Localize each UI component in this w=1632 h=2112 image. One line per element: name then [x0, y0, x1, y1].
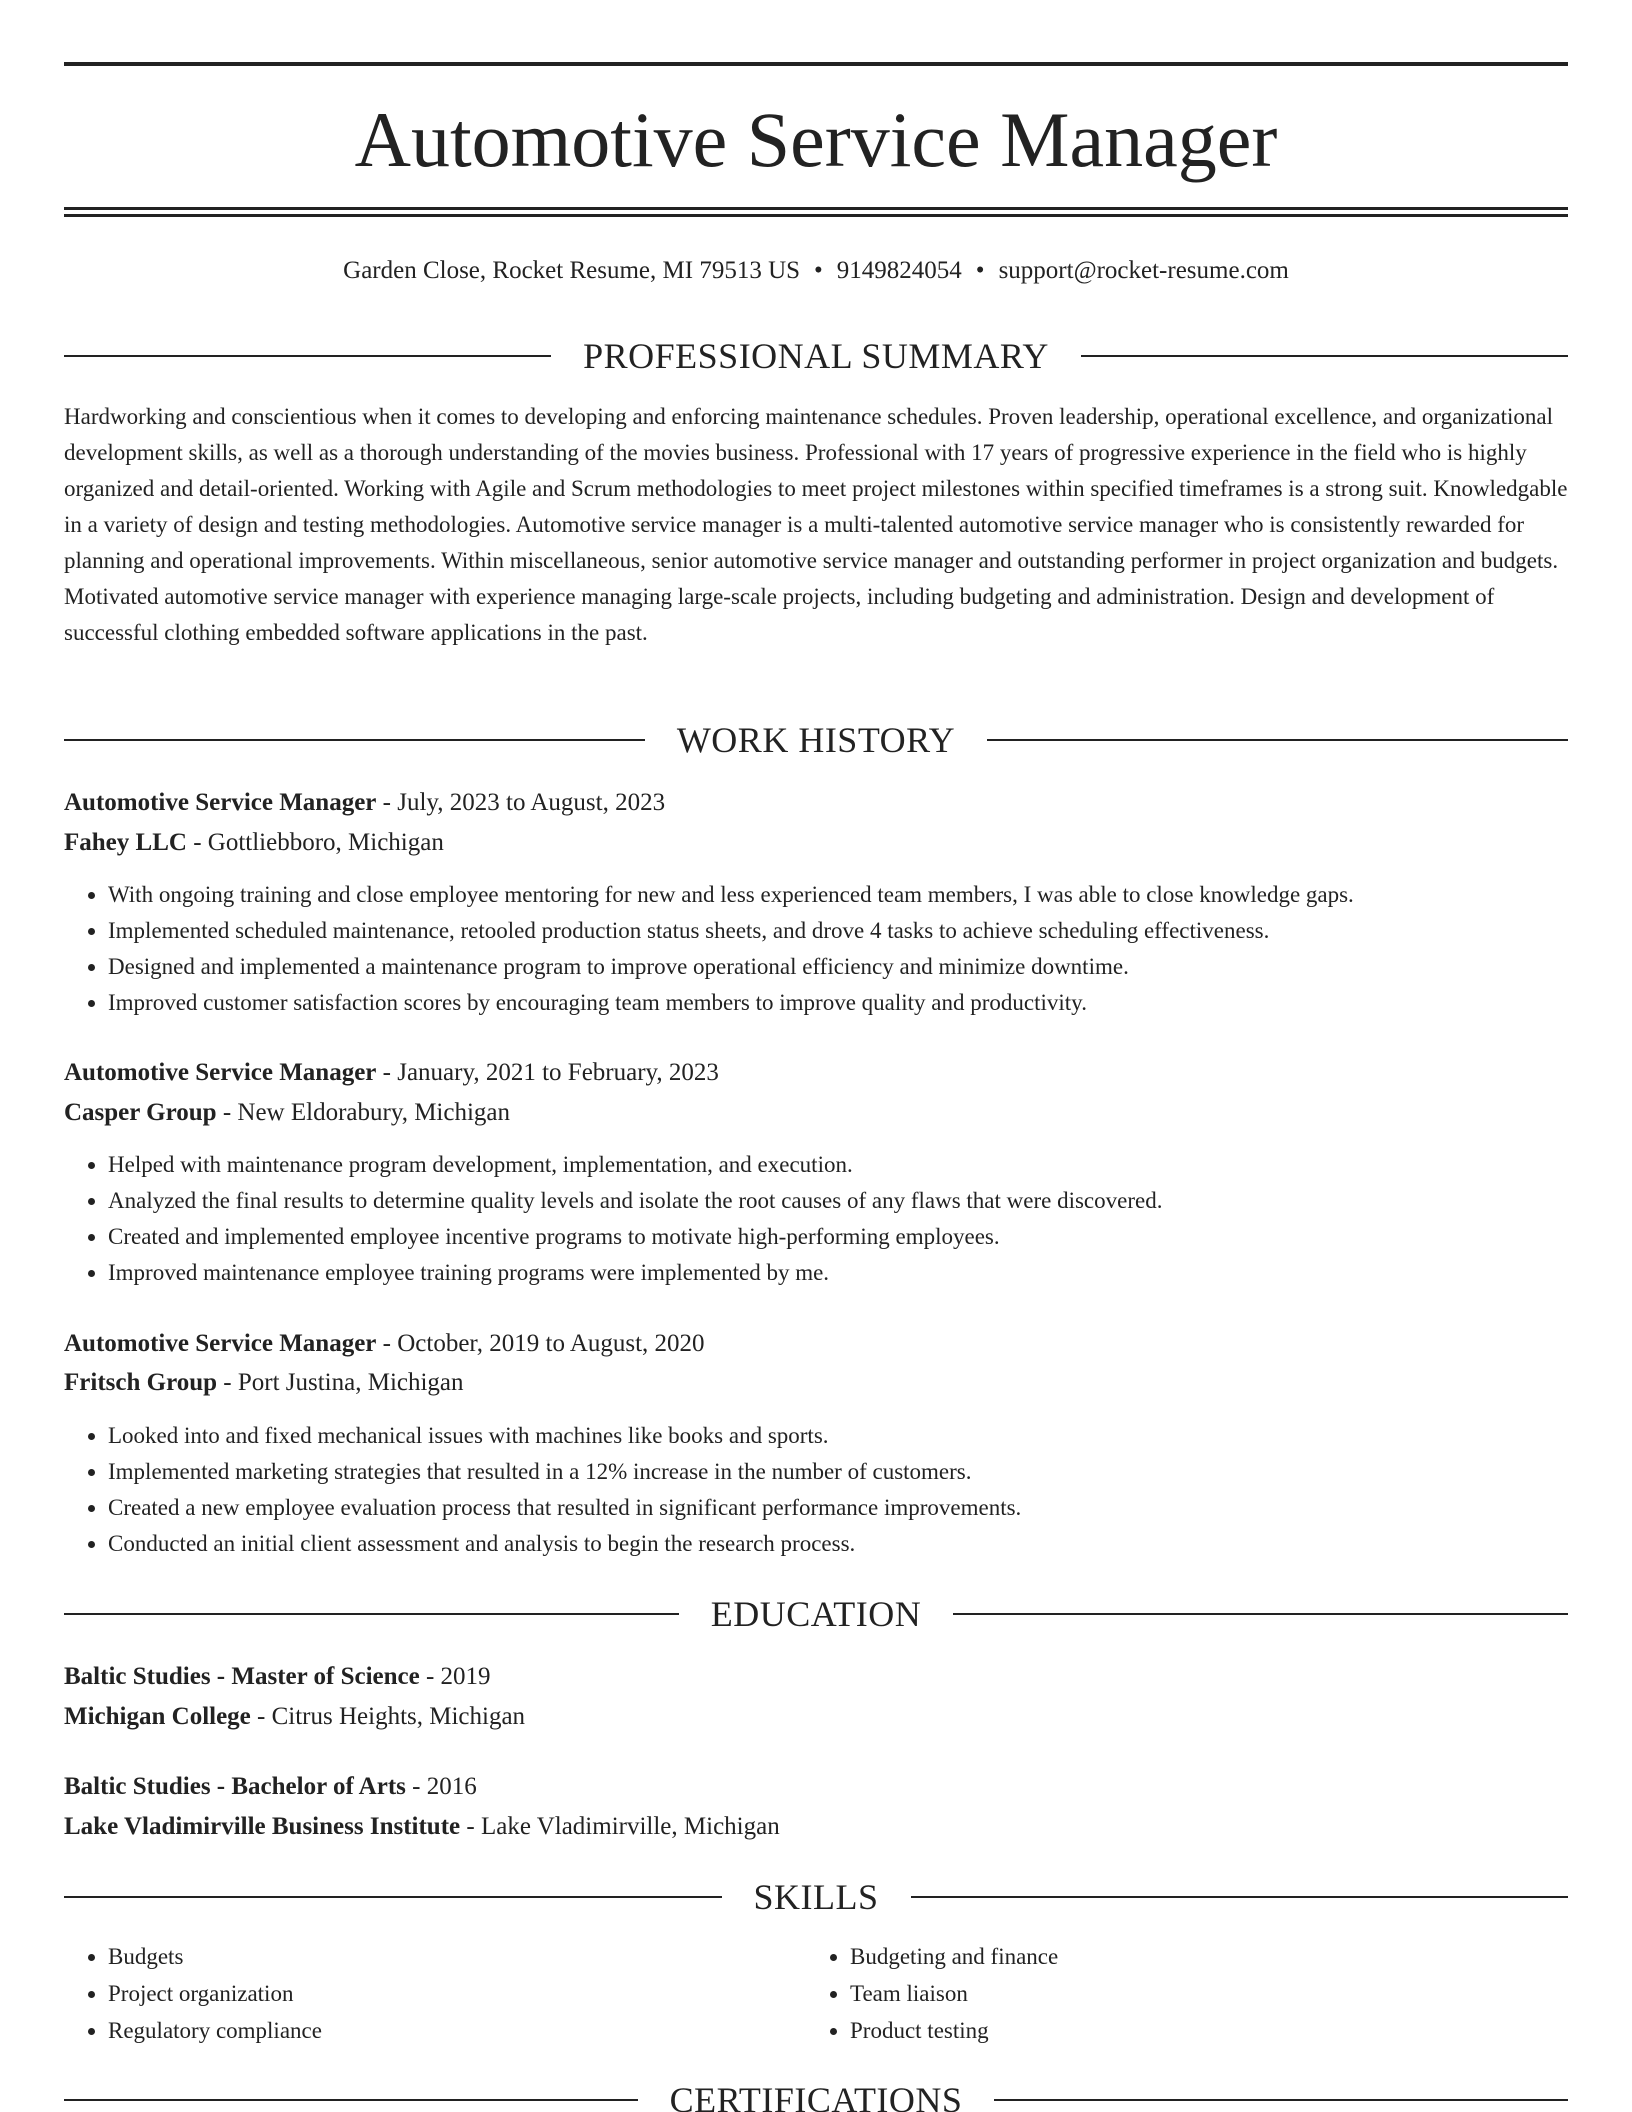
list-item: • Implemented marketing strategies that resulted in a 12% increase in the number of customers.	[108, 1454, 1568, 1490]
section-rule-right	[987, 739, 1568, 741]
skills-list-right	[806, 1938, 1550, 2049]
education-school-line	[64, 1700, 1568, 1734]
section-rule-right	[953, 1613, 1568, 1615]
job-title: Automotive Service Manager	[64, 1059, 377, 1086]
list-item: • Designed and implemented a maintenance program to improve operational efficiency and minimize downtime.	[108, 949, 1568, 985]
skills-list-left	[64, 1938, 808, 2049]
job-title: Automotive Service Manager	[64, 789, 377, 816]
summary-text: Hardworking and conscientious when it comes to developing and enforcing maintenance schedules. Proven leadership, operational excellence, and organizational development skills, as well as a thorough understanding of the movies business. Professional with 17 years of progressive experience in the field who is highly organized and detail-oriented. Working with Agile and Scrum methodologies to meet project milestones within specified timeframes is a strong suit. Knowledgable in a variety of design and testing methodologies. Automotive service manager is a multi-talented automotive service manager who is consistently rewarded for planning and operational improvements. Within miscellaneous, senior automotive service manager and outstanding performer in project organization and budgets. Motivated automotive service manager with experience managing large-scale projects, including budgeting and administration. Design and development of successful clothing embedded software applications in the past.	[64, 404, 1568, 645]
education-school: Lake Vladimirville Business Institute	[64, 1813, 461, 1840]
section-heading-certifications	[64, 2078, 1568, 2112]
top-rule	[64, 62, 1568, 66]
list-item: • Improved maintenance employee training programs were implemented by me.	[108, 1255, 1568, 1291]
education-degree-line	[64, 1660, 1568, 1694]
title-double-rule	[64, 207, 1568, 217]
skill-item: • Team liaison	[850, 1975, 1550, 2012]
list-item: • Improved customer satisfaction scores by encouraging team members to improve quality and productivity.	[108, 985, 1568, 1021]
list-item: • Analyzed the final results to determine quality levels and isolate the root causes of any flaws that were discovered.	[108, 1183, 1568, 1219]
section-heading-skills	[64, 1875, 1568, 1919]
education-degree: Baltic Studies - Master of Science	[64, 1663, 420, 1690]
resume-title: Automotive Service Manager	[354, 96, 1278, 183]
list-item: • Created and implemented employee incentive programs to motivate high-performing employees.	[108, 1219, 1568, 1255]
list-item: • Implemented scheduled maintenance, retooled production status sheets, and drove 4 tasks to achieve scheduling effectiveness.	[108, 913, 1568, 949]
job-company-line	[64, 1096, 1568, 1130]
section-heading-education	[64, 1592, 1568, 1636]
section-rule-left	[64, 355, 551, 357]
education-degree: Baltic Studies - Bachelor of Arts	[64, 1773, 406, 1800]
section-rule-left	[64, 739, 645, 741]
contact-email: support@rocket-resume.com	[998, 257, 1289, 284]
section-title: PROFESSIONAL SUMMARY	[583, 336, 1049, 376]
job-dates: - January, 2021 to February, 2023	[376, 1059, 719, 1086]
job-company: Fahey LLC	[64, 829, 187, 856]
skill-item: • Project organization	[108, 1975, 808, 2012]
job-company: Fritsch Group	[64, 1369, 218, 1396]
education-year: - 2019	[419, 1663, 491, 1690]
job-location: - Port Justina, Michigan	[217, 1369, 464, 1396]
section-title: EDUCATION	[710, 1594, 922, 1634]
job-bullets	[64, 877, 1568, 1021]
job-company-line	[64, 1366, 1568, 1400]
job-title-line	[64, 786, 1568, 820]
job-company-line	[64, 826, 1568, 860]
section-rule-left	[64, 1896, 722, 1898]
skill-item: • Regulatory compliance	[108, 2012, 808, 2049]
section-rule-right	[1081, 355, 1568, 357]
section-heading-work-history	[64, 718, 1568, 762]
job-bullets	[64, 1147, 1568, 1291]
contact-line	[64, 254, 1568, 288]
section-title: CERTIFICATIONS	[669, 2080, 963, 2112]
section-rule-left	[64, 1613, 679, 1615]
education-location: - Lake Vladimirville, Michigan	[460, 1813, 780, 1840]
skill-item: • Budgeting and finance	[850, 1938, 1550, 1975]
job-title-line	[64, 1056, 1568, 1090]
education-location: - Citrus Heights, Michigan	[250, 1703, 526, 1730]
job-location: - Gottliebboro, Michigan	[186, 829, 444, 856]
job-dates: - July, 2023 to August, 2023	[376, 789, 666, 816]
skill-item: • Product testing	[850, 2012, 1550, 2049]
list-item: • With ongoing training and close employee mentoring for new and less experienced team members, I was able to close knowledge gaps.	[108, 877, 1568, 913]
section-rule-right	[994, 2099, 1568, 2101]
list-item: • Helped with maintenance program development, implementation, and execution.	[108, 1147, 1568, 1183]
job-bullets	[64, 1418, 1568, 1562]
list-item: • Conducted an initial client assessment and analysis to begin the research process.	[108, 1526, 1568, 1562]
education-year: - 2016	[405, 1773, 477, 1800]
job-company: Casper Group	[64, 1099, 217, 1126]
section-rule-right	[911, 1896, 1569, 1898]
skill-item: • Budgets	[108, 1938, 808, 1975]
section-heading-summary	[64, 334, 1568, 378]
contact-phone: 9149824054	[836, 257, 962, 284]
job-dates: - October, 2019 to August, 2020	[376, 1330, 705, 1357]
contact-separator: •	[975, 257, 985, 284]
contact-address: Garden Close, Rocket Resume, MI 79513 US	[343, 257, 801, 284]
contact-separator: •	[814, 257, 823, 284]
list-item: • Looked into and fixed mechanical issues with machines like books and sports.	[108, 1418, 1568, 1454]
job-location: - New Eldorabury, Michigan	[216, 1099, 511, 1126]
section-title: SKILLS	[753, 1877, 879, 1917]
list-item: • Created a new employee evaluation process that resulted in significant performance improvements.	[108, 1490, 1568, 1526]
section-title: WORK HISTORY	[676, 720, 956, 760]
education-degree-line	[64, 1770, 1568, 1804]
job-title-line	[64, 1327, 1568, 1361]
education-school-line	[64, 1810, 1568, 1844]
section-rule-left	[64, 2099, 638, 2101]
job-title: Automotive Service Manager	[64, 1330, 377, 1357]
education-school: Michigan College	[64, 1703, 251, 1730]
